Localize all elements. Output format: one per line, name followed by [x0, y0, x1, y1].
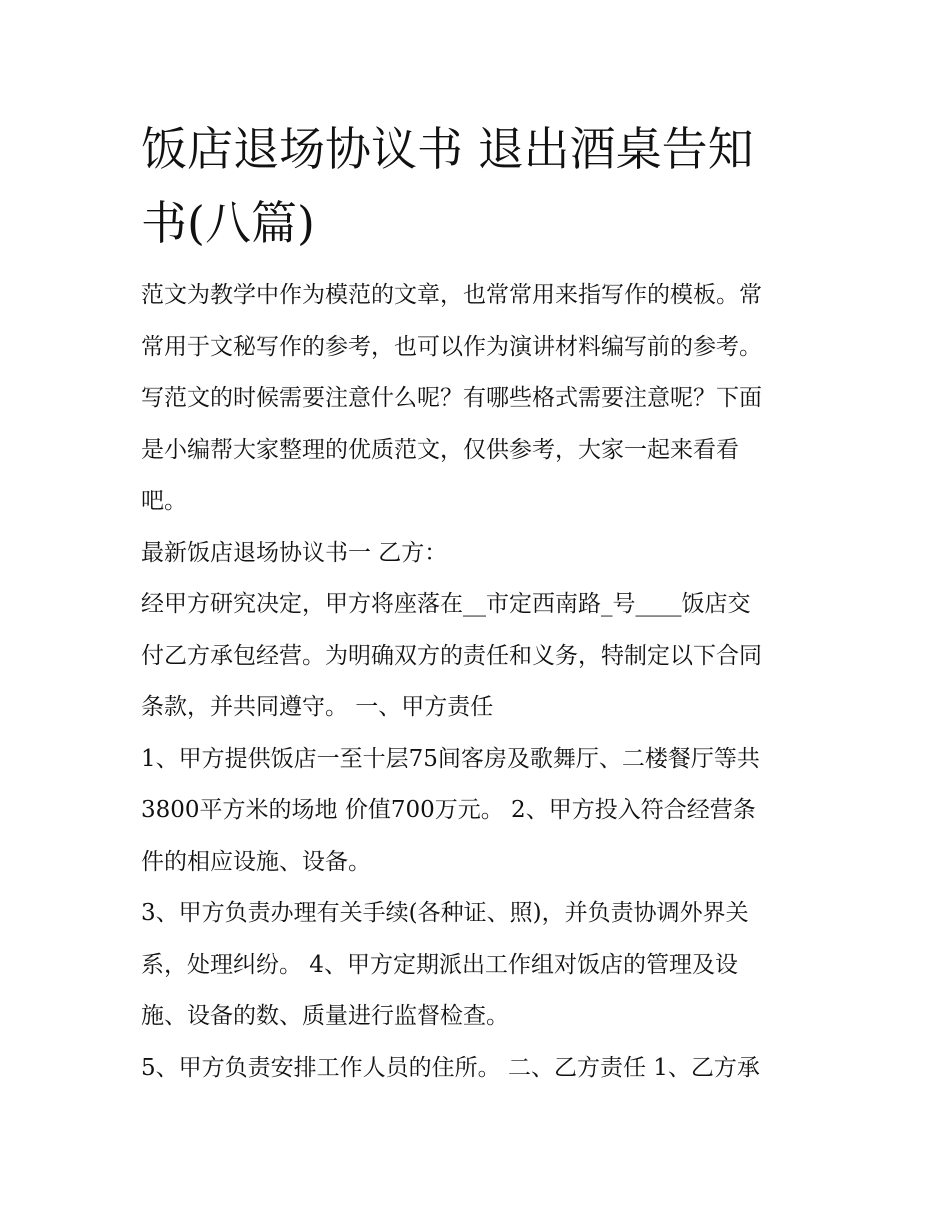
text-line: 付乙方承包经营。为明确双方的责任和义务，特制定以下合同: [141, 642, 762, 669]
document-title: [141, 112, 821, 260]
agreement-body: [141, 528, 821, 1095]
text-line: 常用于文秘写作的参考，也可以作为演讲材料编写前的参考。: [141, 333, 762, 360]
text-line: 条款，并共同遵守。 一、甲方责任: [141, 694, 494, 720]
text-line: 范文为教学中作为模范的文章，也常常用来指写作的模板。常: [141, 282, 762, 308]
text-line: 系，处理纠纷。 4、甲方定期派出工作组对饭店的管理及设: [141, 951, 738, 978]
text-line: 经甲方研究决定，甲方将座落在__市定西南路_号____饭店交: [141, 591, 751, 617]
text-line: 3800平方米的场地 价值700万元。 2、甲方投入符合经营条: [141, 797, 756, 823]
intro-paragraph: [141, 270, 821, 528]
text-line: 5、甲方负责安排工作人员的住所。 二、乙方责任 1、乙方承: [141, 1054, 760, 1081]
section-heading: 最新饭店退场协议书一 乙方：: [141, 539, 448, 566]
text-line: 写范文的时候需要注意什么呢？有哪些格式需要注意呢？下面: [141, 385, 762, 411]
title-line: 饭店退场协议书 退出酒桌告知: [141, 122, 754, 176]
text-line: 施、设备的数、质量进行监督检查。: [141, 1003, 509, 1029]
text-line: 是小编帮大家整理的优质范文，仅供参考，大家一起来看看: [141, 436, 739, 463]
text-line: 1、甲方提供饭店一至十层75间客房及歌舞厅、二楼餐厅等共: [141, 745, 760, 772]
title-line: 书(八篇): [141, 196, 315, 250]
text-line: 件的相应设施、设备。: [141, 848, 371, 875]
text-line: 3、甲方负责办理有关手续(各种证、照)，并负责协调外界关: [141, 900, 749, 926]
text-line: 吧。: [141, 488, 187, 514]
document-content: [141, 112, 821, 1094]
